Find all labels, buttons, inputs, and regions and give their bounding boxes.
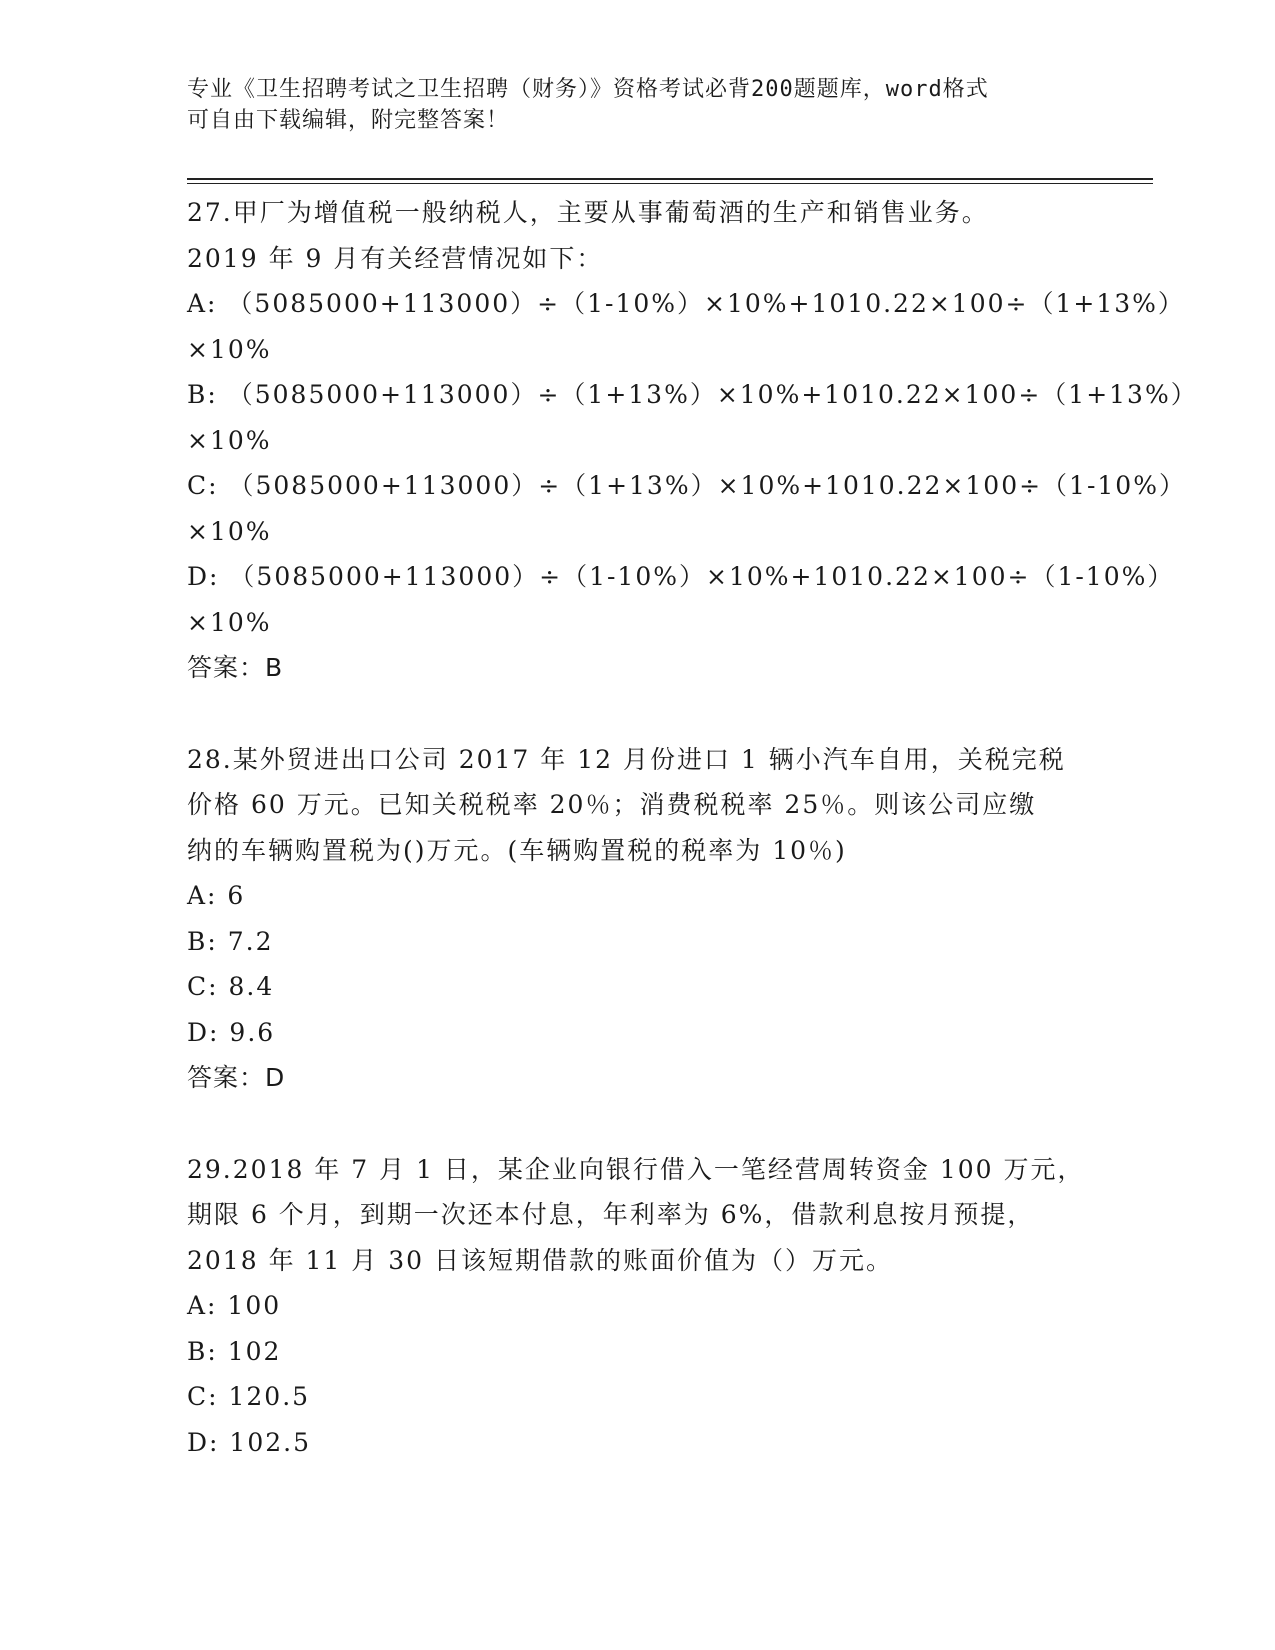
option-c: C: 8.4 <box>187 972 275 1001</box>
question-stem-line: 2018 年 11 月 30 日该短期借款的账面价值为（）万元。 <box>187 1245 893 1275</box>
question-stem-line: 27.甲厂为增值税一般纳税人，主要从事葡萄酒的生产和销售业务。 <box>187 198 989 227</box>
question-spacer <box>187 1101 1087 1147</box>
option-c-continued: ×10% <box>187 516 272 546</box>
answer-label: 答案：B <box>187 653 284 682</box>
question-stem-line: 纳的车辆购置税为()万元。(车辆购置税的税率为 10％) <box>187 835 847 865</box>
header-divider-thick <box>187 178 1153 180</box>
question-28 <box>187 737 1087 1101</box>
option-a: A: （5085000+113000）÷（1-10%）×10%+1010.22×100÷（1+13%） <box>187 289 1185 318</box>
option-d-continued: ×10% <box>187 607 272 637</box>
option-b: B: 102 <box>187 1336 282 1366</box>
option-b-continued: ×10% <box>187 425 272 455</box>
option-a: A: 100 <box>187 1291 282 1320</box>
option-a: A: 6 <box>187 881 246 910</box>
option-d: D: （5085000+113000）÷（1-10%）×10%+1010.22×100÷（1-10%） <box>187 562 1175 591</box>
option-c: C: 120.5 <box>187 1382 311 1411</box>
question-stem-line: 价格 60 万元。已知关税税率 20％；消费税税率 25％。则该公司应缴 <box>187 790 1037 819</box>
question-stem-line: 2019 年 9 月有关经营情况如下： <box>187 243 604 273</box>
question-stem-line: 期限 6 个月，到期一次还本付息，年利率为 6%，借款利息按月预提， <box>187 1200 1035 1229</box>
option-d: D: 102.5 <box>187 1427 311 1457</box>
option-d: D: 9.6 <box>187 1017 276 1047</box>
document-header <box>187 74 1087 136</box>
question-29 <box>187 1147 1087 1466</box>
option-c: C: （5085000+113000）÷（1+13%）×10%+1010.22×100÷（1-10%） <box>187 471 1186 500</box>
option-b: B: 7.2 <box>187 926 274 956</box>
question-spacer <box>187 691 1087 737</box>
option-b: B: （5085000+113000）÷（1+13%）×10%+1010.22×100÷（1+13%） <box>187 380 1198 409</box>
option-a-continued: ×10% <box>187 334 272 364</box>
header-divider-thin <box>187 183 1153 184</box>
header-line-1: 专业《卫生招聘考试之卫生招聘（财务）》资格考试必背200题题库，word格式 <box>187 77 989 102</box>
question-stem-line: 29.2018 年 7 月 1 日，某企业向银行借入一笔经营周转资金 100 万元， <box>187 1154 1085 1184</box>
header-line-2: 可自由下载编辑，附完整答案！ <box>187 108 510 133</box>
question-stem-line: 28.某外贸进出口公司 2017 年 12 月份进口 1 辆小汽车自用，关税完税 <box>187 744 1066 774</box>
question-list <box>187 190 1198 1465</box>
answer-label: 答案：D <box>187 1063 286 1092</box>
question-27 <box>187 190 1198 691</box>
